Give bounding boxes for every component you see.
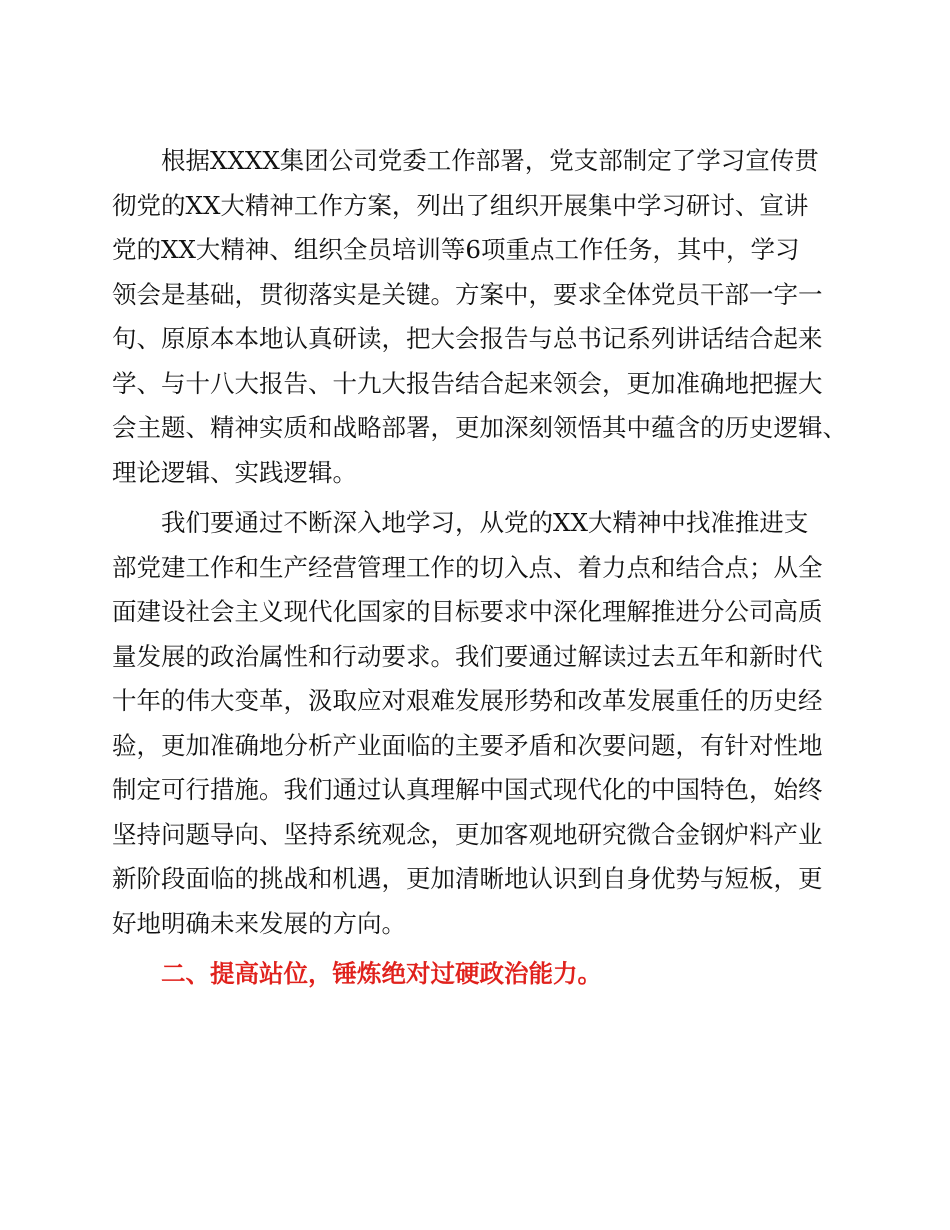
paragraph-line: 理论逻辑、实践逻辑。 [112,457,357,487]
section-heading: 二、提高站位，锤炼绝对过硬政治能力。 [161,959,602,988]
paragraph-line: 部党建工作和生产经营管理工作的切入点、着力点和结合点；从全 [112,552,823,582]
paragraph-line: 学、与十八大报告、十九大报告结合起来领会，更加准确地把握大 [112,368,823,398]
paragraph-1 [112,139,852,495]
paragraph-line: 根据XXXX集团公司党委工作部署，党支部制定了学习宣传贯 [161,146,819,175]
paragraph-line: 制定可行措施。我们通过认真理解中国式现代化的中国特色，始终 [112,775,823,804]
paragraph-line: 句、原原本本地认真研读，把大会报告与总书记系列讲话结合起来 [112,324,823,353]
paragraph-line: 彻党的XX大精神工作方案，列出了组织开展集中学习研讨、宣讲 [112,190,809,220]
paragraph-line: 领会是基础，贯彻落实是关键。方案中，要求全体党员干部一字一 [112,279,823,309]
paragraph-line: 验，更加准确地分析产业面临的主要矛盾和次要问题，有针对性地 [112,730,823,760]
paragraph-line: 我们要通过不断深入地学习，从党的XX大精神中找准推进支 [161,508,809,537]
paragraph-line: 新阶段面临的挑战和机遇，更加清晰地认识到自身优势与短板，更 [112,864,823,893]
paragraph-line: 量发展的政治属性和行动要求。我们要通过解读过去五年和新时代 [112,641,823,671]
paragraph-line: 好地明确未来发展的方向。 [112,908,406,938]
paragraph-line: 坚持问题导向、坚持系统观念，更加客观地研究微合金钢炉料产业 [112,819,823,849]
paragraph-line: 党的XX大精神、组织全员培训等6项重点工作任务，其中，学习 [112,235,800,264]
paragraph-2 [112,501,852,946]
paragraph-line: 十年的伟大变革，汲取应对艰难发展形势和改革发展重任的历史经 [112,686,823,715]
paragraph-line: 面建设社会主义现代化国家的目标要求中深化理解推进分公司高质 [112,597,823,626]
paragraph-line: 会主题、精神实质和战略部署，更加深刻领悟其中蕴含的历史逻辑、 [112,413,847,442]
